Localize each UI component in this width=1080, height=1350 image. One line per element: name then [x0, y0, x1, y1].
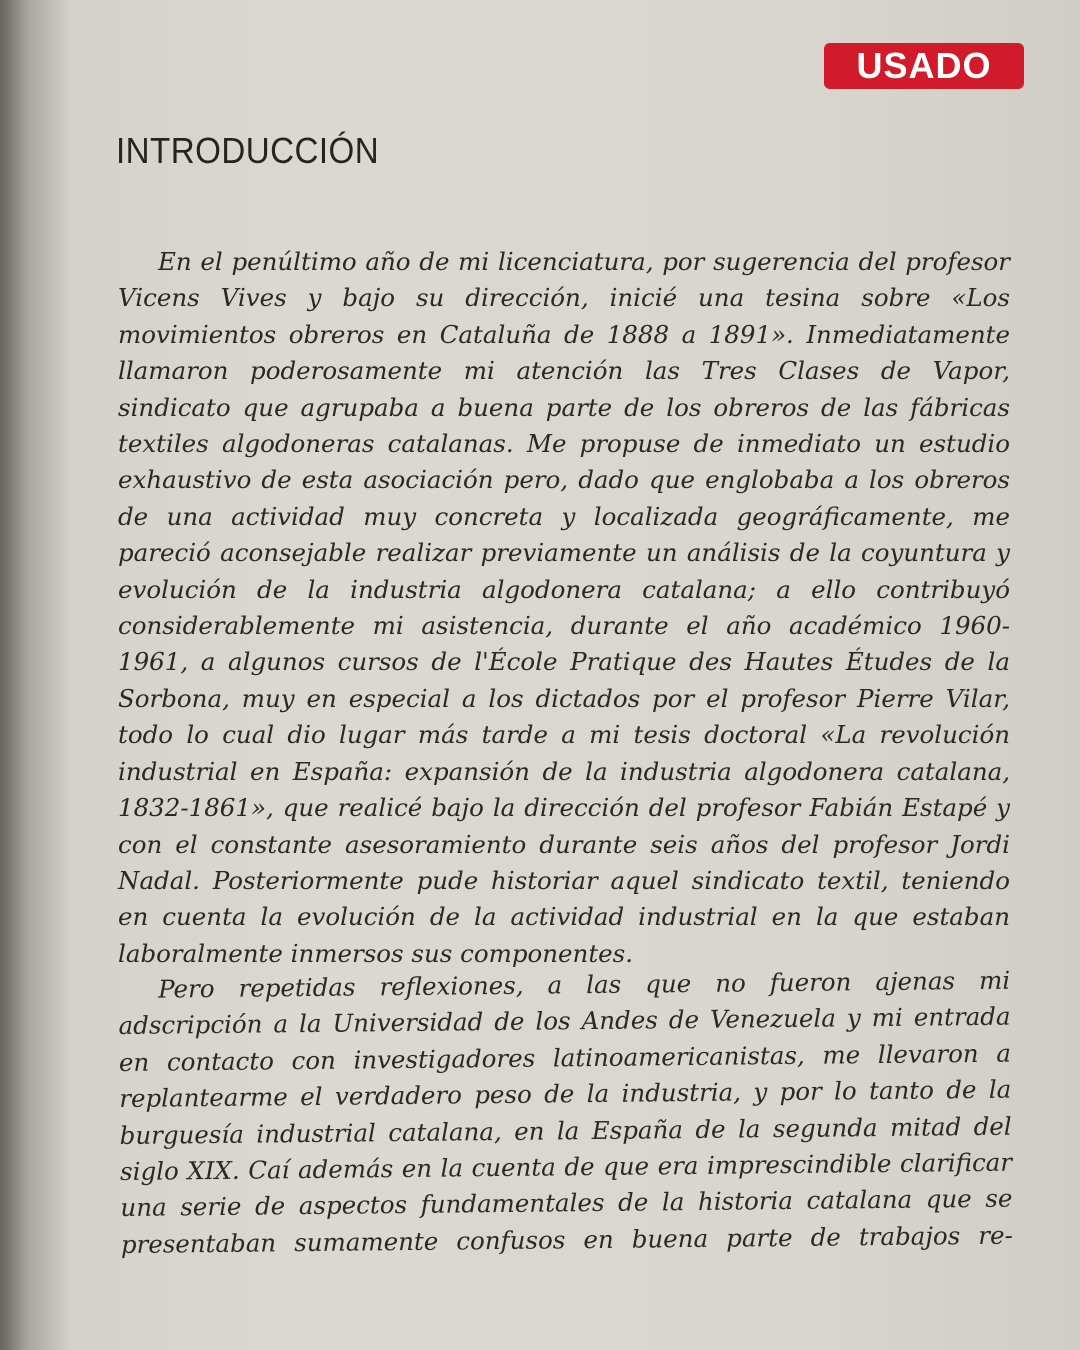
body-text [118, 244, 1013, 1263]
paragraph-2: Pero repetidas reflexiones, a las que no fueron ajenas mi adscripción a la Universidad de los Andes de Venezuela y mi entrada en contacto con investigadores latinoamericanistas, me llevaron a replantearme el verdadero peso de la industria, y por lo tanto de la burguesía industrial catalana, en la España de la segunda mitad del siglo XIX. Caí además en la cuenta de que era imprescindible clarificar una serie de aspectos fundamentales de la historia catalana que se presentaban sumamente confusos en buena parte de trabajos re- [118, 965, 1013, 1259]
paragraph-1: En el penúltimo año de mi licenciatura, por sugerencia del profesor Vicens Vives y bajo su dirección, inicié una tesina sobre «Los movimientos obreros en Cataluña de 1888 a 1891». Inmediatamente llamaron poderosamente mi atención las Tres Clases de Vapor, sindicato que agrupaba a buena parte de los obreros de las fábricas textiles algodoneras catalanas. Me propuse de inmediato un estudio exhaustivo de esta asociación pero, dado que englobaba a los obreros de una actividad muy concreta y localizada geográficamente, me pareció aconsejable realizar previamente un análisis de la coyuntura y evolución de la industria algodonera catalana; a ello contribuyó considerablemente mi asistencia, durante el año académico 1960-1961, a algunos cursos de l'École Pratique des Hautes Études de la Sorbona, muy en especial a los dictados por el profesor Pierre Vilar, todo lo cual dio lugar más tarde a mi tesis doctoral «La revolución industrial en España: expansión de la industria algodonera catalana, 1832-1861», que realicé bajo la dirección del profesor Fabián Estapé y con el constante asesoramiento durante seis años del profesor Jordi Nadal. Posteriormente pude historiar aquel sindicato textil, teniendo en cuenta la evolución de la actividad industrial en la que estaban laboralmente inmersos sus componentes. [118, 247, 1010, 968]
used-badge: USADO [824, 43, 1024, 89]
book-gutter-shadow [0, 0, 70, 1350]
chapter-heading: INTRODUCCIÓN [116, 130, 380, 171]
